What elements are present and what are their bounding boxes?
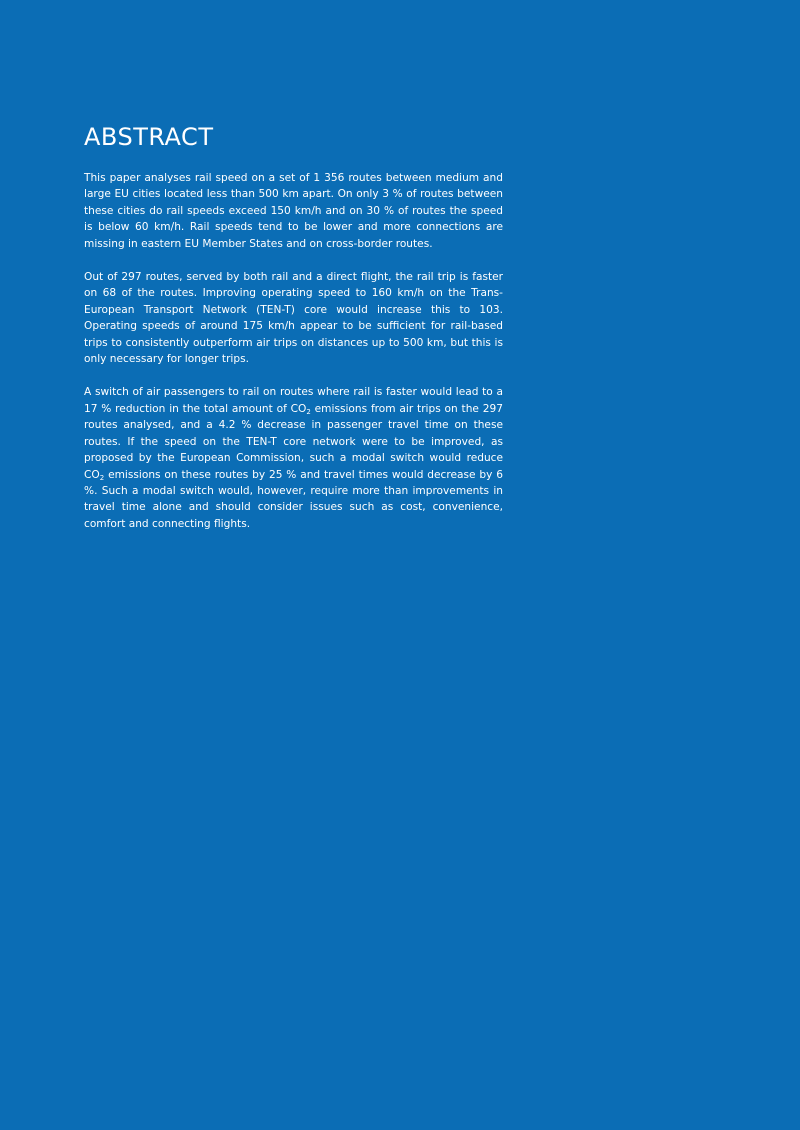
abstract-heading: ABSTRACT [84, 123, 214, 151]
co2-subscript: 2 [306, 407, 311, 416]
paragraph-3-text-part-3: emissions on these routes by 25 % and travel times would decrease by 6 %. Such a modal switch would, however, require more than improvements in travel time alone and should consider issues such as cost, convenience, comfort and connecting flights. [84, 468, 503, 530]
paragraph-3-text-part-2: emissions from air trips on the 297 routes analysed, and a 4.2 % decrease in passenger travel time on these routes. If the speed on the TEN-T core network were to be improved, as proposed by the European Commission, such a modal switch would reduce CO [84, 402, 503, 481]
abstract-paragraph-3 [84, 384, 503, 532]
co2-subscript: 2 [99, 473, 105, 482]
paragraph-3-text-part-1: A switch of air passengers to rail on routes where rail is faster would lead to a 17 % reduction in the total amount of CO [84, 386, 503, 415]
abstract-paragraph-2: Out of 297 routes, served by both rail and a direct flight, the rail trip is faster on 68 of the routes. Improving operating speed to 160 km/h on the Trans-European Transport Network (TEN-T) core would increase this to 103. Operating speeds of around 175 km/h appear to be sufficient for rail-based trips to consistently outperform air trips on distances up to 500 km, but this is only necessary for longer trips. [84, 271, 503, 366]
abstract-section [84, 122, 503, 549]
abstract-paragraph-1: This paper analyses rail speed on a set of 1 356 routes between medium and large EU cities located less than 500 km apart. On only 3 % of routes between these cities do rail speeds exceed 150 km/h and on 30 % of routes the speed is below 60 km/h. Rail speeds tend to be lower and more connections are missing in eastern EU Member States and on cross-border routes. [84, 172, 503, 250]
